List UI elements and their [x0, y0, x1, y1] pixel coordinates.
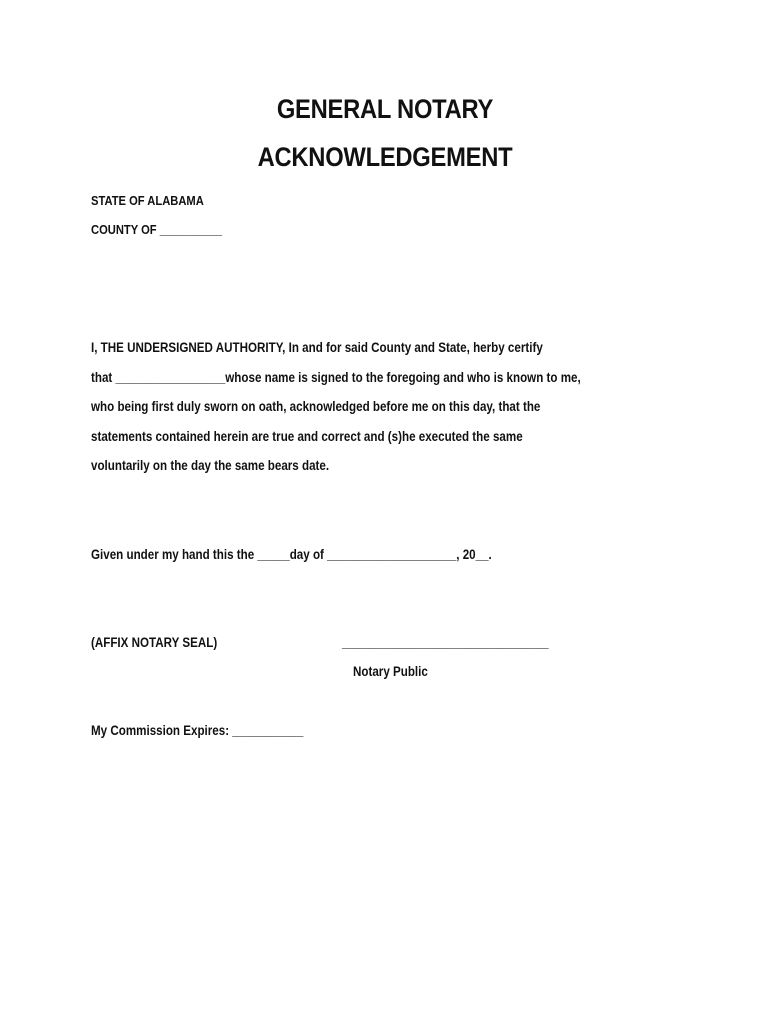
notary-public-label: Notary Public: [353, 664, 428, 679]
document-title-line-2: ACKNOWLEDGEMENT: [257, 142, 513, 172]
body-line-1: I, THE UNDERSIGNED AUTHORITY, In and for said County and State, herby certify: [91, 340, 543, 355]
state-line: STATE OF ALABAMA: [91, 193, 204, 208]
affix-seal-label: (AFFIX NOTARY SEAL): [91, 635, 218, 650]
body-line-5: voluntarily on the day the same bears date.: [91, 458, 330, 473]
body-line-4: statements contained herein are true and correct and (s)he executed the same: [91, 429, 523, 444]
body-line-3: who being first duly sworn on oath, acknowledged before me on this day, that the: [91, 399, 541, 414]
body-line-2: that _________________whose name is signed to the foregoing and who is known to me,: [91, 370, 581, 385]
given-under-hand-line: Given under my hand this the _____day of ____________________, 20__.: [91, 547, 492, 562]
signature-line: ________________________________: [342, 635, 549, 650]
county-line: COUNTY OF __________: [91, 222, 222, 237]
commission-expires-line: My Commission Expires: ___________: [91, 723, 304, 738]
document-title-line-1: GENERAL NOTARY: [276, 94, 494, 124]
